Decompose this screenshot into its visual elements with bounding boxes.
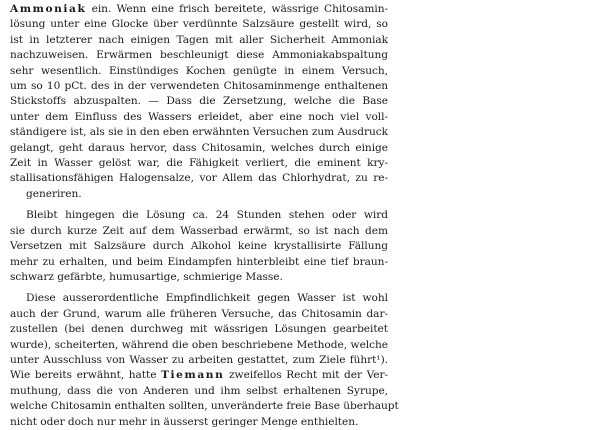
text-line: unter Ausschluss von Wasser zu arbeiten gestattet, zum Ziele führt¹). <box>10 353 388 366</box>
text-line: ist in letzterer nach einigen Tagen mit aller Sicherheit Ammoniak <box>10 33 388 46</box>
text-line: welche Chitosamin enthalten sollten, unveränderte freie Base überhaupt <box>10 400 399 413</box>
paragraph-1 <box>10 2 388 202</box>
paragraph-2 <box>10 208 388 285</box>
text-line: muthung, dass die von Anderen und ihm selbst erhaltenen Syrupe, <box>10 384 388 397</box>
text-line: Zeit in Wasser gelöst war, die Fähigkeit verliert, die eminent kry- <box>10 157 388 170</box>
text-line <box>10 208 388 223</box>
text-line: wurde), scheiterten, während die oben beschriebene Methode, welche <box>10 338 388 351</box>
line-text: Wie bereits erwähnt, hatte <box>10 369 162 382</box>
text-line: lösung unter eine Glocke über verdünnte Salzsäure gestellt wird, so <box>10 18 388 31</box>
text-line: um so 10 pCt. des in der verwendeten Chitosaminmenge enthaltenen <box>10 80 388 93</box>
paragraph-3 <box>10 291 399 430</box>
author-name: Tiemann <box>161 369 225 382</box>
text-line: nicht oder doch nur mehr in äusserst geringer Menge enthielten. <box>10 415 359 428</box>
text-line: unter dem Einfluss des Wassers erleidet, aber eine noch viel voll- <box>10 110 388 123</box>
line-text: Diese ausserordentliche Empfindlichkeit gegen Wasser ist wohl <box>26 292 388 305</box>
text-line: zustellen (bei denen durchweg mit wässrigen Lösungen gearbeitet <box>10 323 388 336</box>
line-text: generiren. <box>26 187 82 200</box>
text-line <box>10 291 388 306</box>
text-line: stallisationsfähigen Halogensalze, vor Allem das Chlorhydrat, zu re- <box>10 172 388 185</box>
line-text: zweifellos Recht mit der Ver- <box>224 369 388 382</box>
spaced-word: Ammoniak <box>10 3 87 15</box>
text-line: sie durch kurze Zeit auf dem Wasserbad erwärmt, so ist nach dem <box>10 224 388 237</box>
text-line <box>10 187 388 202</box>
text-line: ständigere ist, als sie in den eben erwähnten Versuchen zum Ausdruck <box>10 126 388 139</box>
text-line: gelangt, geht daraus hervor, dass Chitosamin, welches durch einige <box>10 141 388 154</box>
text-line: auch der Grund, warum alle früheren Versuche, das Chitosamin dar- <box>10 307 388 320</box>
text-line: sehr wesentlich. Einstündiges Kochen genügte in einem Versuch, <box>10 64 388 77</box>
text-line: mehr zu erhalten, und beim Eindampfen hinterbleibt eine tief braun- <box>10 255 388 268</box>
line-text: ein. Wenn eine frisch bereitete, wässrige Chitosamin- <box>86 3 388 15</box>
text-line: schwarz gefärbte, humusartige, schmierige Masse. <box>10 270 283 283</box>
line-text: Bleibt hingegen die Lösung ca. 24 Stunden stehen oder wird <box>26 209 388 222</box>
text-line <box>10 368 388 383</box>
text-line: Versetzen mit Salzsäure durch Alkohol keine krystallisirte Fällung <box>10 240 388 253</box>
text-line: nachzuweisen. Erwärmen beschleunigt diese Ammoniakabspaltung <box>10 49 388 62</box>
text-line: Stickstoffs abzuspalten. — Dass die Zersetzung, welche die Base <box>10 95 388 108</box>
text-line <box>10 2 388 17</box>
text-column <box>10 2 399 430</box>
